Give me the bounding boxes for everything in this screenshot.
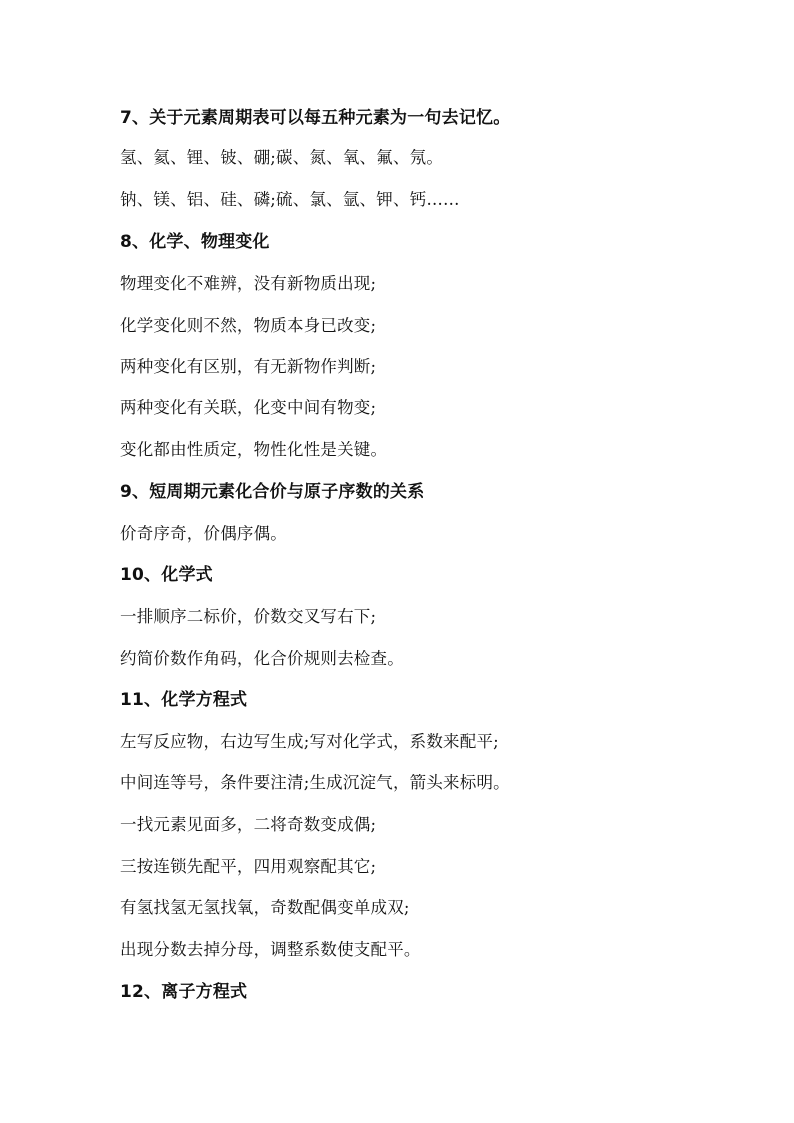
paragraph-line: 物理变化不难辨，没有新物质出现; bbox=[120, 274, 377, 293]
section-11-heading: 11、化学方程式 bbox=[120, 690, 248, 710]
paragraph-line: 两种变化有区别，有无新物作判断; bbox=[120, 357, 377, 376]
paragraph-line: 有氢找氢无氢找氧，奇数配偶变单成双; bbox=[120, 898, 410, 917]
paragraph-line: 一找元素见面多，二将奇数变成偶; bbox=[120, 815, 377, 834]
section-12-heading: 12、离子方程式 bbox=[120, 982, 248, 1002]
paragraph-line: 钠、镁、铝、硅、磷;硫、氯、氩、钾、钙…… bbox=[120, 190, 460, 209]
section-9-heading: 9、短周期元素化合价与原子序数的关系 bbox=[120, 482, 425, 502]
paragraph-line: 两种变化有关联，化变中间有物变; bbox=[120, 398, 377, 417]
paragraph-line: 一排顺序二标价，价数交叉写右下; bbox=[120, 607, 377, 626]
paragraph-line: 约简价数作角码，化合价规则去检查。 bbox=[120, 649, 404, 668]
paragraph-line: 化学变化则不然，物质本身已改变; bbox=[120, 316, 377, 335]
paragraph-line: 价奇序奇，价偶序偶。 bbox=[120, 524, 287, 543]
paragraph-line: 左写反应物，右边写生成;写对化学式，系数来配平; bbox=[120, 732, 499, 751]
paragraph-line: 出现分数去掉分母，调整系数使支配平。 bbox=[120, 940, 421, 959]
paragraph-line: 氢、氦、锂、铍、硼;碳、氮、氧、氟、氖。 bbox=[120, 148, 444, 167]
section-8-heading: 8、化学、物理变化 bbox=[120, 232, 270, 252]
section-7-heading: 7、关于元素周期表可以每五种元素为一句去记忆。 bbox=[120, 108, 511, 128]
paragraph-line: 变化都由性质定，物性化性是关键。 bbox=[120, 440, 388, 459]
paragraph-line: 中间连等号，条件要注清;生成沉淀气，箭头来标明。 bbox=[120, 773, 510, 792]
paragraph-line: 三按连锁先配平，四用观察配其它; bbox=[120, 857, 377, 876]
section-10-heading: 10、化学式 bbox=[120, 565, 213, 585]
